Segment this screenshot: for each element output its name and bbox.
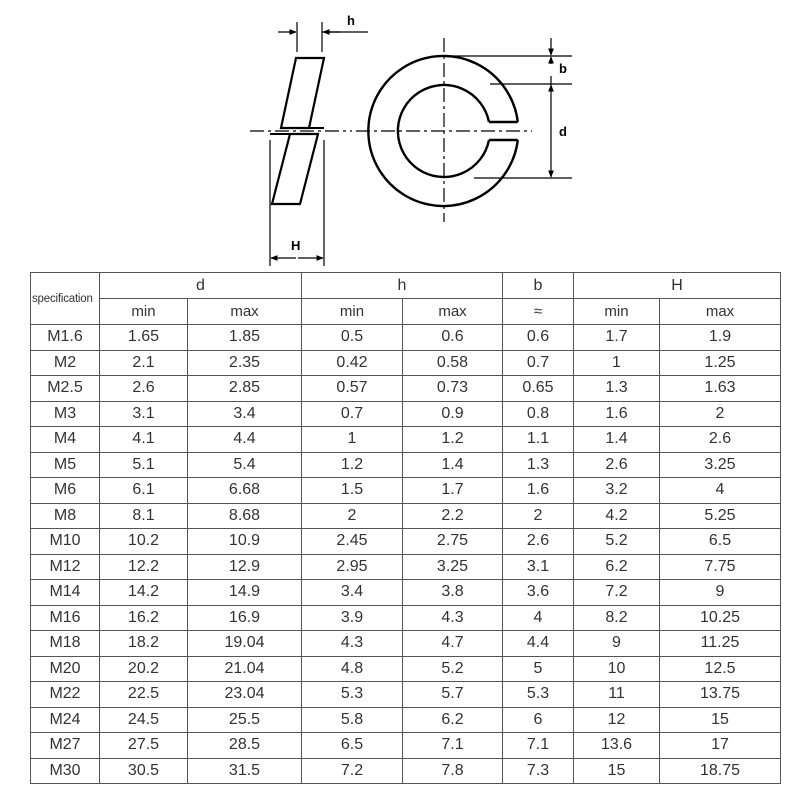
specification-header: specification: [31, 273, 100, 325]
cell-H-min: 9: [574, 631, 660, 657]
cell-H-max: 11.25: [660, 631, 781, 657]
cell-b-approx: 7.1: [503, 733, 574, 759]
subheader-row: [31, 299, 781, 325]
cell-h-min: 0.42: [302, 350, 403, 376]
cell-d-max: 2.35: [188, 350, 302, 376]
cell-d-max: 25.5: [188, 707, 302, 733]
group-header-H: H: [574, 273, 781, 299]
h-label: h: [347, 13, 355, 28]
cell-H-max: 7.75: [660, 554, 781, 580]
subheader-d-max: max: [188, 299, 302, 325]
cell-d-max: 2.85: [188, 376, 302, 402]
cell-H-min: 7.2: [574, 580, 660, 606]
cell-h-min: 0.7: [302, 401, 403, 427]
group-header-row: [31, 273, 781, 299]
cell-H-max: 3.25: [660, 452, 781, 478]
d-label: d: [559, 124, 567, 139]
cell-H-min: 1.7: [574, 325, 660, 351]
cell-b-approx: 0.65: [503, 376, 574, 402]
cell-H-max: 2.6: [660, 427, 781, 453]
cell-h-max: 1.2: [403, 427, 503, 453]
group-header-b: b: [503, 273, 574, 299]
cell-size: M2: [31, 350, 100, 376]
cell-b-approx: 1.3: [503, 452, 574, 478]
cell-h-min: 6.5: [302, 733, 403, 759]
cell-H-min: 1.6: [574, 401, 660, 427]
cell-h-min: 5.3: [302, 682, 403, 708]
cell-H-max: 9: [660, 580, 781, 606]
table-row: [31, 401, 781, 427]
cell-H-max: 12.5: [660, 656, 781, 682]
cell-b-approx: 5.3: [503, 682, 574, 708]
cell-h-min: 3.4: [302, 580, 403, 606]
specification-table: [30, 272, 781, 784]
cell-h-max: 3.8: [403, 580, 503, 606]
cell-h-max: 1.4: [403, 452, 503, 478]
cell-h-min: 2: [302, 503, 403, 529]
cell-H-max: 1.25: [660, 350, 781, 376]
cell-h-max: 3.25: [403, 554, 503, 580]
cell-h-max: 5.7: [403, 682, 503, 708]
table-row: [31, 631, 781, 657]
cell-h-max: 0.6: [403, 325, 503, 351]
cell-d-max: 16.9: [188, 605, 302, 631]
cell-d-min: 3.1: [100, 401, 188, 427]
cell-H-min: 6.2: [574, 554, 660, 580]
cell-h-max: 5.2: [403, 656, 503, 682]
cell-d-max: 5.4: [188, 452, 302, 478]
cell-H-max: 18.75: [660, 758, 781, 784]
group-header-h: h: [302, 273, 503, 299]
table-row: [31, 376, 781, 402]
cell-b-approx: 4.4: [503, 631, 574, 657]
cell-h-max: 4.7: [403, 631, 503, 657]
cell-size: M16: [31, 605, 100, 631]
cell-H-max: 5.25: [660, 503, 781, 529]
cell-b-approx: 0.8: [503, 401, 574, 427]
cell-size: M18: [31, 631, 100, 657]
cell-size: M2.5: [31, 376, 100, 402]
washer-drawing: [0, 0, 800, 270]
cell-size: M4: [31, 427, 100, 453]
table-row: [31, 758, 781, 784]
subheader-H-max: max: [660, 299, 781, 325]
cell-b-approx: 2: [503, 503, 574, 529]
cell-size: M6: [31, 478, 100, 504]
table-row: [31, 452, 781, 478]
table-row: [31, 350, 781, 376]
cell-b-approx: 6: [503, 707, 574, 733]
cell-h-max: 2.2: [403, 503, 503, 529]
table-body: [31, 325, 781, 784]
cell-H-max: 1.63: [660, 376, 781, 402]
cell-d-max: 8.68: [188, 503, 302, 529]
cell-d-min: 30.5: [100, 758, 188, 784]
cell-d-max: 31.5: [188, 758, 302, 784]
cell-h-max: 1.7: [403, 478, 503, 504]
cell-H-max: 17: [660, 733, 781, 759]
cell-d-min: 10.2: [100, 529, 188, 555]
cell-d-max: 10.9: [188, 529, 302, 555]
cell-b-approx: 7.3: [503, 758, 574, 784]
cell-h-max: 0.9: [403, 401, 503, 427]
cell-H-min: 13.6: [574, 733, 660, 759]
group-header-d: d: [100, 273, 302, 299]
cell-b-approx: 0.7: [503, 350, 574, 376]
cell-d-min: 2.6: [100, 376, 188, 402]
cell-H-max: 4: [660, 478, 781, 504]
cell-h-min: 3.9: [302, 605, 403, 631]
table-row: [31, 707, 781, 733]
cell-d-max: 14.9: [188, 580, 302, 606]
cell-H-max: 1.9: [660, 325, 781, 351]
subheader-H-min: min: [574, 299, 660, 325]
cell-d-max: 12.9: [188, 554, 302, 580]
cell-d-min: 1.65: [100, 325, 188, 351]
cell-H-max: 13.75: [660, 682, 781, 708]
cell-b-approx: 3.6: [503, 580, 574, 606]
cell-H-min: 11: [574, 682, 660, 708]
cell-h-min: 1: [302, 427, 403, 453]
cell-H-min: 2.6: [574, 452, 660, 478]
cell-d-max: 23.04: [188, 682, 302, 708]
cell-d-max: 4.4: [188, 427, 302, 453]
cell-d-max: 28.5: [188, 733, 302, 759]
cell-size: M10: [31, 529, 100, 555]
cell-size: M8: [31, 503, 100, 529]
cell-h-min: 2.95: [302, 554, 403, 580]
cell-h-max: 6.2: [403, 707, 503, 733]
cell-b-approx: 0.6: [503, 325, 574, 351]
table-row: [31, 682, 781, 708]
table-row: [31, 325, 781, 351]
cell-d-max: 19.04: [188, 631, 302, 657]
cell-d-min: 18.2: [100, 631, 188, 657]
table-row: [31, 503, 781, 529]
table-row: [31, 554, 781, 580]
cell-h-min: 7.2: [302, 758, 403, 784]
cell-H-min: 1.3: [574, 376, 660, 402]
cell-d-min: 2.1: [100, 350, 188, 376]
cell-h-max: 4.3: [403, 605, 503, 631]
subheader-d-min: min: [100, 299, 188, 325]
cell-H-min: 4.2: [574, 503, 660, 529]
cell-d-min: 27.5: [100, 733, 188, 759]
cell-d-max: 3.4: [188, 401, 302, 427]
cell-H-min: 15: [574, 758, 660, 784]
cell-H-min: 1.4: [574, 427, 660, 453]
cell-b-approx: 4: [503, 605, 574, 631]
cell-b-approx: 1.1: [503, 427, 574, 453]
cell-H-min: 8.2: [574, 605, 660, 631]
centerlines: [250, 38, 532, 222]
cell-b-approx: 1.6: [503, 478, 574, 504]
cell-size: M14: [31, 580, 100, 606]
table-row: [31, 656, 781, 682]
cell-h-max: 2.75: [403, 529, 503, 555]
cell-size: M3: [31, 401, 100, 427]
cell-size: M20: [31, 656, 100, 682]
cell-h-max: 0.73: [403, 376, 503, 402]
cell-size: M5: [31, 452, 100, 478]
cell-size: M24: [31, 707, 100, 733]
cell-d-min: 4.1: [100, 427, 188, 453]
cell-size: M12: [31, 554, 100, 580]
cell-H-min: 12: [574, 707, 660, 733]
cell-h-min: 4.8: [302, 656, 403, 682]
cell-d-min: 24.5: [100, 707, 188, 733]
cell-size: M1.6: [31, 325, 100, 351]
cell-h-min: 2.45: [302, 529, 403, 555]
cell-H-min: 1: [574, 350, 660, 376]
cell-b-approx: 3.1: [503, 554, 574, 580]
cell-h-min: 1.5: [302, 478, 403, 504]
H-label: H: [291, 238, 301, 253]
cell-size: M27: [31, 733, 100, 759]
table-row: [31, 529, 781, 555]
subheader-h-max: max: [403, 299, 503, 325]
cell-d-min: 8.1: [100, 503, 188, 529]
cell-H-min: 3.2: [574, 478, 660, 504]
cell-d-min: 12.2: [100, 554, 188, 580]
cell-d-max: 1.85: [188, 325, 302, 351]
cell-h-min: 0.57: [302, 376, 403, 402]
cell-h-min: 1.2: [302, 452, 403, 478]
cell-size: M30: [31, 758, 100, 784]
subheader-b-approx: ≈: [503, 299, 574, 325]
cell-d-max: 21.04: [188, 656, 302, 682]
table-row: [31, 605, 781, 631]
cell-d-min: 14.2: [100, 580, 188, 606]
table-row: [31, 733, 781, 759]
cell-h-max: 0.58: [403, 350, 503, 376]
table-row: [31, 580, 781, 606]
cell-d-min: 6.1: [100, 478, 188, 504]
cell-d-max: 6.68: [188, 478, 302, 504]
cell-b-approx: 5: [503, 656, 574, 682]
cell-H-max: 10.25: [660, 605, 781, 631]
cell-h-min: 4.3: [302, 631, 403, 657]
cell-h-min: 0.5: [302, 325, 403, 351]
cell-h-max: 7.8: [403, 758, 503, 784]
cell-d-min: 20.2: [100, 656, 188, 682]
cell-H-min: 10: [574, 656, 660, 682]
cell-d-min: 16.2: [100, 605, 188, 631]
table-row: [31, 427, 781, 453]
spring-washer-diagram: [0, 0, 800, 270]
subheader-h-min: min: [302, 299, 403, 325]
cell-d-min: 22.5: [100, 682, 188, 708]
cell-H-max: 2: [660, 401, 781, 427]
cell-h-min: 5.8: [302, 707, 403, 733]
cell-b-approx: 2.6: [503, 529, 574, 555]
cell-h-max: 7.1: [403, 733, 503, 759]
cell-H-max: 6.5: [660, 529, 781, 555]
cell-H-max: 15: [660, 707, 781, 733]
cell-H-min: 5.2: [574, 529, 660, 555]
cell-size: M22: [31, 682, 100, 708]
b-label: b: [559, 61, 567, 76]
cell-d-min: 5.1: [100, 452, 188, 478]
table-row: [31, 478, 781, 504]
